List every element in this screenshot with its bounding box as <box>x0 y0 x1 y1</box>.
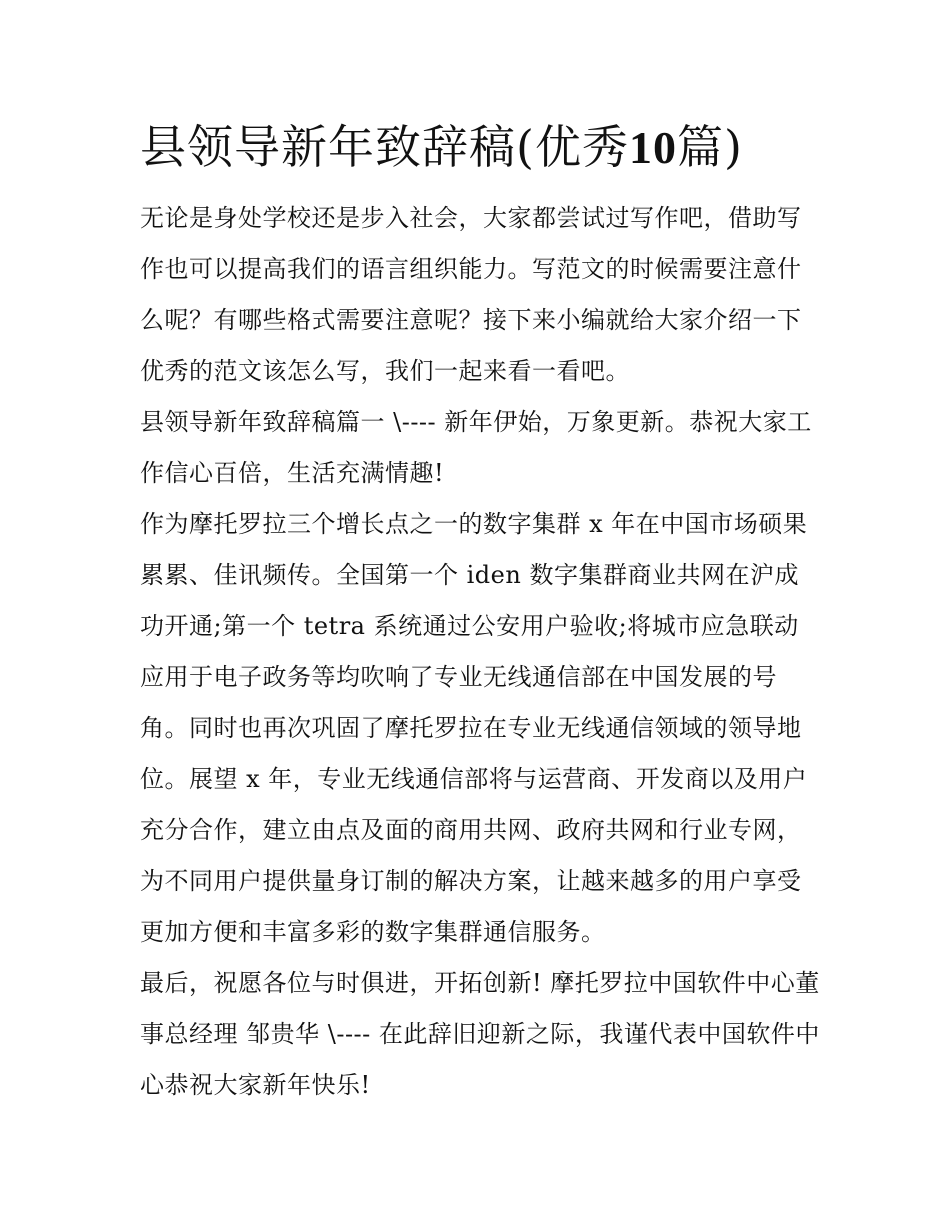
closing-paragraph: 最后，祝愿各位与时俱进，开拓创新! 摩托罗拉中国软件中心董事总经理 邹贵华 \---- 在此辞旧迎新之际，我谨代表中国软件中心恭祝大家新年快乐! <box>140 969 820 1099</box>
body-paragraph: 作为摩托罗拉三个增长点之一的数字集群 x 年在中国市场硕果累累、佳讯频传。全国第一个 iden 数字集群商业共网在沪成功开通;第一个 tetra 系统通过公安用户验收;将城市应急联动应用于电子政务等均吹响了专业无线通信部在中国发展的号角。同时也再次巩固了摩托罗拉在专业无线通信领域的领导地位。展望 x 年，专业无线通信部将与运营商、开发商以及用户充分合作，建立由点及面的商用共网、政府共网和行业专网，为不同用户提供量身订制的解决方案，让越来越多的用户享受更加方便和丰富多彩的数字集群通信服务。 <box>140 510 808 946</box>
title-text-end: 篇) <box>676 120 743 174</box>
section-heading-paragraph: 县领导新年致辞稿篇一 \---- 新年伊始，万象更新。恭祝大家工作信心百倍，生活充满情趣! <box>140 408 812 487</box>
intro-paragraph: 无论是身处学校还是步入社会，大家都尝试过写作吧，借助写作也可以提高我们的语言组织能力。写范文的时候需要注意什么呢？有哪些格式需要注意呢？接下来小编就给大家介绍一下优秀的范文该怎么写，我们一起来看一看吧。 <box>140 204 802 385</box>
title-text: 县领导新年致辞稿(优秀 <box>140 120 629 174</box>
document-page <box>140 110 820 1111</box>
document-title <box>140 110 820 185</box>
title-number: 10 <box>628 122 677 173</box>
